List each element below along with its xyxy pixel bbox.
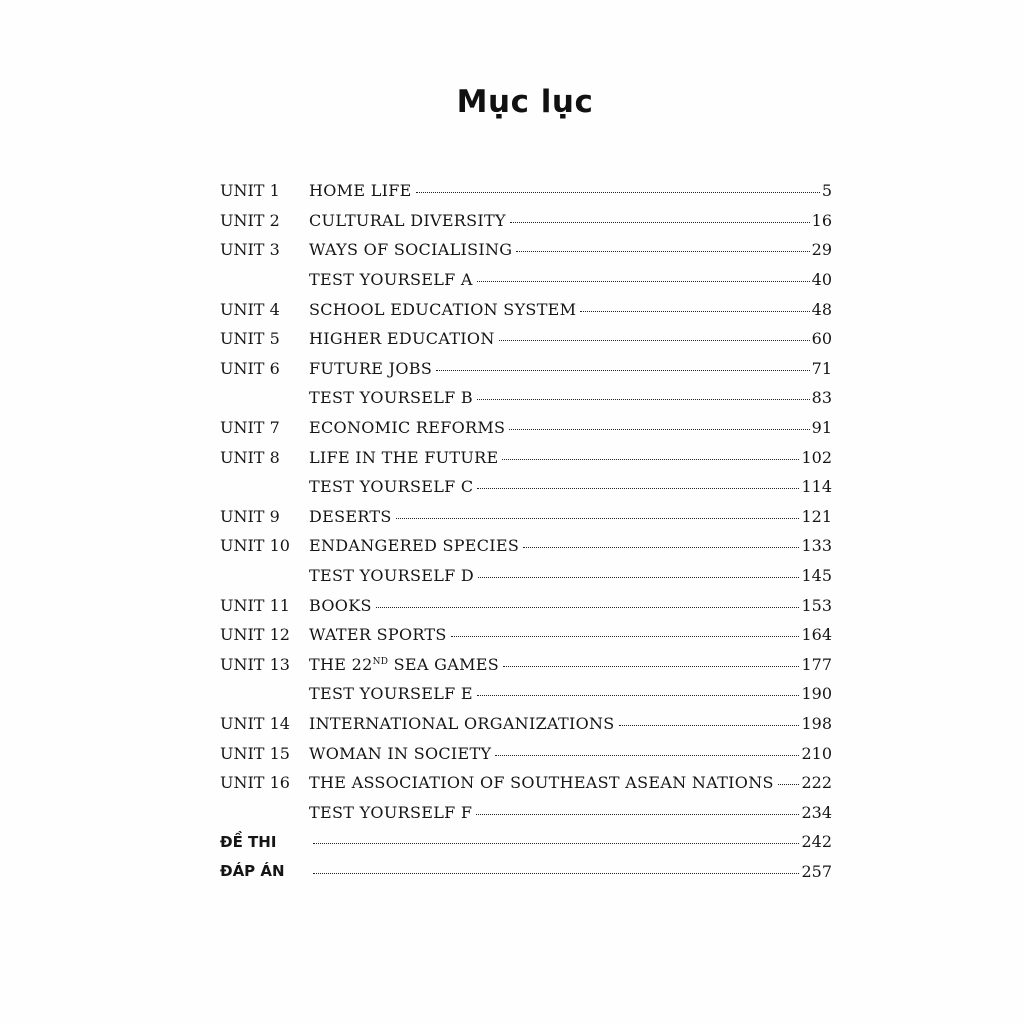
toc-entry xyxy=(309,418,832,437)
toc-topic: INTERNATIONAL ORGANIZATIONS xyxy=(309,713,615,733)
toc-entry xyxy=(309,270,832,289)
toc-unit-label: UNIT 14 xyxy=(220,713,290,733)
toc-entry xyxy=(309,655,832,674)
toc-entry xyxy=(309,773,832,792)
toc-topic: FUTURE JOBS xyxy=(309,358,433,378)
dot-leader xyxy=(416,192,820,193)
toc-unit-label: UNIT 15 xyxy=(220,743,290,763)
toc-entry xyxy=(309,596,832,615)
toc-entry xyxy=(309,211,832,230)
toc-unit-label: UNIT 16 xyxy=(220,773,290,793)
toc-row xyxy=(220,797,832,827)
toc-page-number: 210 xyxy=(801,743,832,763)
toc-page-number: 145 xyxy=(801,566,832,586)
toc-entry xyxy=(309,714,832,733)
toc-page-number: 242 xyxy=(801,832,832,852)
toc-page-number: 48 xyxy=(811,299,832,319)
toc-topic: TEST YOURSELF D xyxy=(309,566,475,586)
toc-row xyxy=(220,650,832,680)
toc-row xyxy=(220,235,832,265)
table-of-contents xyxy=(220,176,832,886)
toc-unit-label: UNIT 6 xyxy=(220,358,280,378)
toc-page-number: 29 xyxy=(811,240,832,260)
toc-unit-label: ĐÁP ÁN xyxy=(220,862,285,881)
toc-page-number: 257 xyxy=(801,861,832,881)
toc-topic: CULTURAL DIVERSITY xyxy=(309,210,506,230)
toc-page-number: 71 xyxy=(811,358,832,378)
toc-topic: TEST YOURSELF A xyxy=(309,270,473,290)
toc-row xyxy=(220,502,832,532)
dot-leader xyxy=(778,784,800,785)
toc-page-number: 190 xyxy=(801,684,832,704)
toc-entry xyxy=(309,240,832,259)
dot-leader xyxy=(499,340,810,341)
toc-unit-label: UNIT 13 xyxy=(220,654,290,674)
dot-leader xyxy=(523,547,799,548)
toc-row xyxy=(220,324,832,354)
toc-topic: WATER SPORTS xyxy=(309,625,447,645)
toc-unit-label: UNIT 7 xyxy=(220,418,280,438)
dot-leader xyxy=(396,518,800,519)
toc-row xyxy=(220,827,832,857)
toc-topic: ENDANGERED SPECIES xyxy=(309,536,520,556)
toc-entry xyxy=(309,181,832,200)
dot-leader xyxy=(376,607,800,608)
toc-unit-label: UNIT 12 xyxy=(220,625,290,645)
toc-row xyxy=(220,531,832,561)
toc-page-number: 222 xyxy=(801,773,832,793)
toc-page-number: 60 xyxy=(811,329,832,349)
toc-unit-label: UNIT 4 xyxy=(220,299,280,319)
toc-topic: LIFE IN THE FUTURE xyxy=(309,447,499,467)
toc-topic: WOMAN IN SOCIETY xyxy=(309,743,492,763)
toc-topic: TEST YOURSELF E xyxy=(309,684,473,704)
page-title: Mục lục xyxy=(456,84,594,120)
toc-row xyxy=(220,620,832,650)
toc-row xyxy=(220,679,832,709)
toc-topic: WAYS OF SOCIALISING xyxy=(309,240,513,260)
dot-leader xyxy=(313,873,799,874)
toc-row xyxy=(220,442,832,472)
toc-unit-label: UNIT 10 xyxy=(220,536,290,556)
toc-row xyxy=(220,709,832,739)
toc-row xyxy=(220,738,832,768)
toc-topic: ECONOMIC REFORMS xyxy=(309,418,506,438)
toc-unit-label: UNIT 2 xyxy=(220,210,280,230)
dot-leader xyxy=(476,814,799,815)
toc-topic: TEST YOURSELF B xyxy=(309,388,473,408)
toc-entry xyxy=(309,803,832,822)
toc-topic: HIGHER EDUCATION xyxy=(309,329,495,349)
toc-row xyxy=(220,176,832,206)
toc-topic: BOOKS xyxy=(309,595,372,615)
toc-entry xyxy=(309,359,832,378)
toc-row xyxy=(220,354,832,384)
dot-leader xyxy=(477,695,800,696)
toc-entry xyxy=(309,507,832,526)
toc-entry xyxy=(309,448,832,467)
toc-unit-label: UNIT 3 xyxy=(220,240,280,260)
toc-entry xyxy=(309,329,832,348)
toc-page-number: 198 xyxy=(801,713,832,733)
toc-topic: THE ASSOCIATION OF SOUTHEAST ASEAN NATIONS xyxy=(309,773,774,793)
dot-leader xyxy=(503,666,799,667)
toc-page-number: 234 xyxy=(801,802,832,822)
dot-leader xyxy=(477,488,799,489)
toc-row xyxy=(220,590,832,620)
toc-page-number: 177 xyxy=(801,654,832,674)
toc-page-number: 83 xyxy=(811,388,832,408)
toc-topic-part: SEA GAMES xyxy=(388,654,499,674)
toc-unit-label: UNIT 11 xyxy=(220,595,290,615)
dot-leader xyxy=(477,281,810,282)
toc-entry xyxy=(309,300,832,319)
toc-page-number: 102 xyxy=(801,447,832,467)
dot-leader xyxy=(580,311,809,312)
toc-row xyxy=(220,265,832,295)
toc-entry xyxy=(309,536,832,555)
toc-unit-label: UNIT 5 xyxy=(220,329,280,349)
toc-page-number: 5 xyxy=(821,181,832,201)
toc-row xyxy=(220,857,832,887)
toc-topic: DESERTS xyxy=(309,506,392,526)
dot-leader xyxy=(619,725,800,726)
toc-page-number: 164 xyxy=(801,625,832,645)
toc-unit-label: UNIT 8 xyxy=(220,447,280,467)
toc-entry xyxy=(309,388,832,407)
toc-topic-superscript: ND xyxy=(372,656,389,667)
dot-leader xyxy=(477,399,810,400)
toc-row xyxy=(220,561,832,591)
toc-row xyxy=(220,294,832,324)
dot-leader xyxy=(313,843,799,844)
toc-page-number: 121 xyxy=(801,506,832,526)
toc-entry xyxy=(309,566,832,585)
dot-leader xyxy=(478,577,799,578)
toc-row xyxy=(220,413,832,443)
toc-page-number: 114 xyxy=(801,477,832,497)
toc-unit-label: UNIT 1 xyxy=(220,181,280,201)
toc-unit-label: ĐỀ THI xyxy=(220,832,277,851)
toc-row xyxy=(220,768,832,798)
toc-page-number: 153 xyxy=(801,595,832,615)
toc-entry xyxy=(309,832,832,851)
toc-page-number: 133 xyxy=(801,536,832,556)
toc-topic: TEST YOURSELF C xyxy=(309,477,474,497)
dot-leader xyxy=(516,251,809,252)
toc-page-number: 91 xyxy=(811,418,832,438)
toc-page-number: 40 xyxy=(811,270,832,290)
toc-topic: TEST YOURSELF F xyxy=(309,802,473,822)
toc-row xyxy=(220,206,832,236)
dot-leader xyxy=(436,370,810,371)
dot-leader xyxy=(509,429,809,430)
dot-leader xyxy=(451,636,800,637)
dot-leader xyxy=(495,755,799,756)
toc-page-number: 16 xyxy=(811,210,832,230)
toc-entry xyxy=(309,477,832,496)
toc-entry xyxy=(309,744,832,763)
toc-topic: SCHOOL EDUCATION SYSTEM xyxy=(309,299,577,319)
toc-row xyxy=(220,383,832,413)
toc-unit-label: UNIT 9 xyxy=(220,506,280,526)
toc-row xyxy=(220,472,832,502)
toc-topic xyxy=(309,655,499,674)
dot-leader xyxy=(502,459,799,460)
toc-entry xyxy=(309,684,832,703)
dot-leader xyxy=(510,222,810,223)
toc-entry xyxy=(309,862,832,881)
toc-topic: HOME LIFE xyxy=(309,181,412,201)
toc-topic-part: THE 22 xyxy=(309,654,373,674)
toc-entry xyxy=(309,625,832,644)
